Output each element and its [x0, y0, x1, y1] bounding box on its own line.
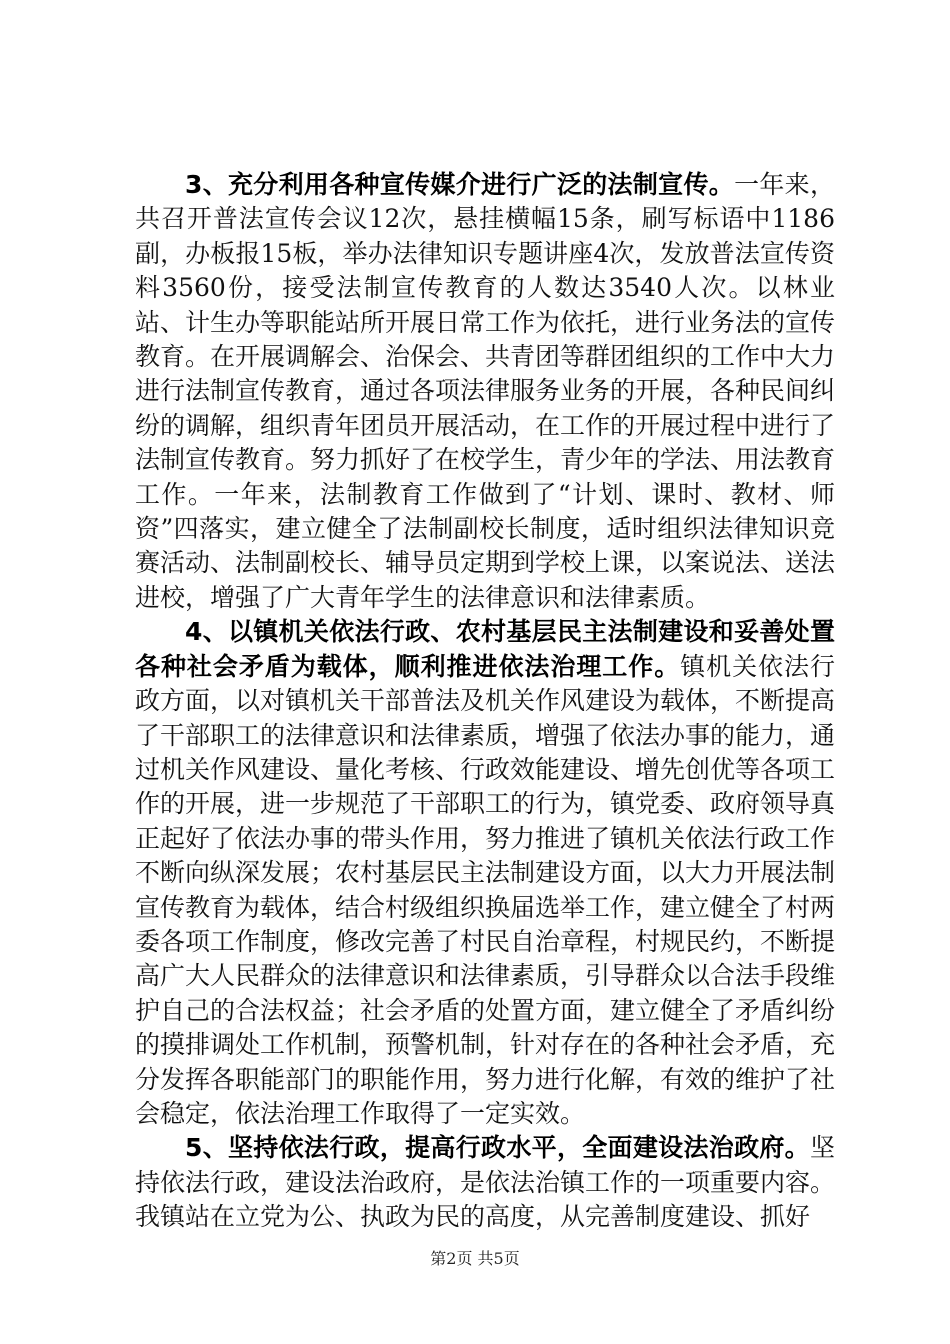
paragraph-4-heading: 4、以镇机关依法行政、农村基层民主法制建设和妥善处置各种社会矛盾为载体，顺利推进依法治理工作。 [135, 617, 835, 681]
paragraph-5 [135, 1131, 835, 1234]
paragraph-5-text: 坚持依法行政，建设法治政府，是依法治镇工作的一项重要内容。我镇站在立党为公、执政为民的高度，从完善制度建设、抓好 [135, 1133, 836, 1232]
paragraph-5-heading: 5、坚持依法行政，提高行政水平，全面建设法治政府。 [185, 1133, 810, 1163]
paragraph-3-text: 一年来，共召开普法宣传会议12次，悬挂横幅15条，刷写标语中1186副，办板报15板，举办法律知识专题讲座4次，发放普法宣传资料3560份，接受法制宣传教育的人数达3540人次。以林业站、计生办等职能站所开展日常工作为依托，进行业务法的宣传教育。在开展调解会、治保会、共青团等群团组织的工作中大力进行法制宣传教育，通过各项法律服务业务的开展，各种民间纠纷的调解，组织青年团员开展活动，在工作的开展过程中进行了法制宣传教育。努力抓好了在校学生，青少年的学法、用法教育工作。一年来，法制教育工作做到了“计划、课时、教材、师资”四落实，建立健全了法制副校长制度，适时组织法律知识竞赛活动、法制副校长、辅导员定期到学校上课，以案说法、送法进校，增强了广大青年学生的法律意识和法律素质。 [135, 170, 836, 612]
paragraph-3 [135, 168, 835, 615]
paragraph-4-text: 镇机关依法行政方面，以对镇机关干部普法及机关作风建设为载体，不断提高了干部职工的法律意识和法律素质，增强了依法办事的能力，通过机关作风建设、量化考核、行政效能建设、增先创优等各项工作的开展，进一步规范了干部职工的行为，镇党委、政府领导真正起好了依法办事的带头作用，努力推进了镇机关依法行政工作不断向纵深发展；农村基层民主法制建设方面，以大力开展法制宣传教育为载体，结合村级组织换届选举工作，建立健全了村两委各项工作制度，修改完善了村民自治章程，村规民约，不断提高广大人民群众的法律意识和法律素质，引导群众以合法手段维护自己的合法权益；社会矛盾的处置方面，建立健全了矛盾纠纷的摸排调处工作机制，预警机制，针对存在的各种社会矛盾，充分发挥各职能部门的职能作用，努力进行化解，有效的维护了社会稳定，依法治理工作取得了一定实效。 [135, 651, 836, 1128]
document-body [135, 168, 835, 1235]
page-footer: 第2页 共5页 [430, 1249, 520, 1268]
paragraph-4 [135, 615, 835, 1131]
paragraph-3-heading: 3、充分利用各种宣传媒介进行广泛的法制宣传。 [185, 170, 735, 199]
